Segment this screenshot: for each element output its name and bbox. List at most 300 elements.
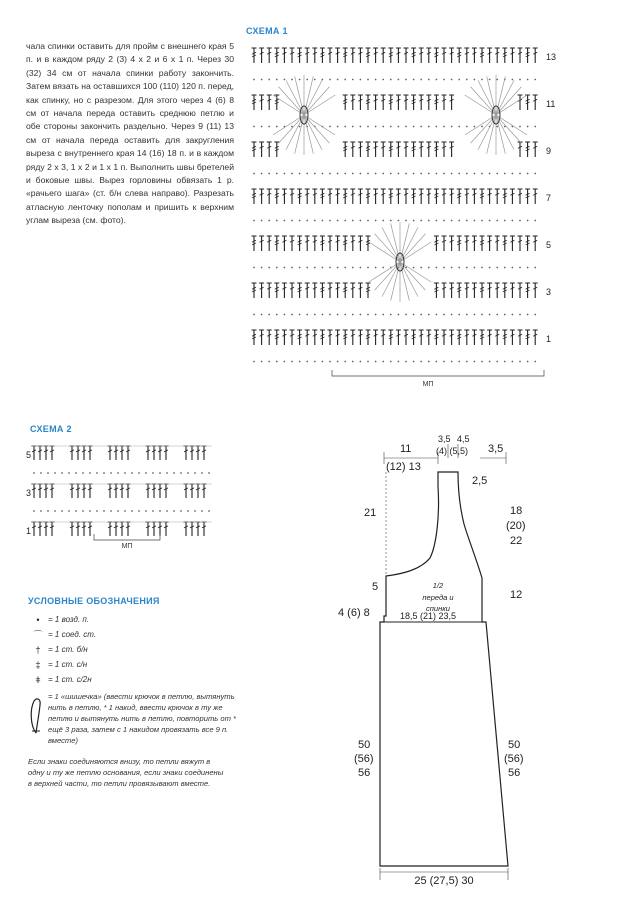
schema-1-row-number: 3	[546, 287, 552, 297]
stitch-symbol	[457, 283, 462, 298]
stitch-symbol	[396, 189, 401, 204]
chain-dot	[201, 510, 203, 512]
stitch-symbol	[510, 189, 515, 204]
stitch-symbol	[164, 522, 169, 536]
stitch-symbol	[305, 283, 310, 298]
stitch-symbol	[464, 330, 469, 345]
chain-dot	[519, 267, 521, 269]
schema-1-row-number: 13	[546, 52, 557, 62]
stitch-symbol	[50, 484, 55, 498]
chain-dot	[299, 79, 301, 81]
chain-dot	[61, 510, 63, 512]
stitch-symbol	[502, 48, 507, 63]
chain-dot	[390, 314, 392, 316]
stitch-symbol	[252, 236, 257, 251]
chain-dot	[436, 79, 438, 81]
stitch-symbol	[259, 189, 264, 204]
chain-dot	[173, 472, 175, 474]
chain-dot	[474, 220, 476, 222]
chain-dot	[329, 173, 331, 175]
stitch-symbol	[525, 189, 530, 204]
stitch-symbol	[426, 189, 431, 204]
chain-dot	[527, 361, 529, 363]
bobble-motif	[465, 75, 527, 155]
stitch-symbol	[267, 236, 272, 251]
chain-dot	[534, 220, 536, 222]
stitch-symbol	[472, 283, 477, 298]
stitch-symbol	[184, 522, 189, 536]
stitch-symbol	[184, 446, 189, 460]
legend-item-text: = 1 ст. с/2н	[48, 675, 92, 684]
stitch-symbol	[252, 95, 257, 110]
chain-dot	[276, 173, 278, 175]
top-width-label: 11	[400, 443, 412, 455]
stitch-symbol	[404, 330, 409, 345]
stitch-symbol	[388, 189, 393, 204]
legend-item-text: = 1 ст. с/н	[48, 660, 88, 669]
stitch-symbol	[82, 446, 87, 460]
chain-dot	[496, 79, 498, 81]
chain-dot	[413, 267, 415, 269]
chain-dot	[420, 79, 422, 81]
stitch-symbol	[164, 484, 169, 498]
chain-dot	[344, 361, 346, 363]
stitch-symbol	[252, 189, 257, 204]
stitch-symbol	[32, 484, 37, 498]
stitch-symbol	[350, 283, 355, 298]
stitch-symbol	[373, 142, 378, 157]
chain-dot	[382, 79, 384, 81]
height-18-label: 18	[510, 505, 523, 517]
chain-dot	[131, 472, 133, 474]
stitch-symbol	[267, 95, 272, 110]
stitch-symbol	[88, 484, 93, 498]
stitch-symbol	[350, 330, 355, 345]
stitch-symbol	[495, 236, 500, 251]
chain-dot	[194, 472, 196, 474]
stitch-symbol	[274, 330, 279, 345]
chain-dot	[337, 267, 339, 269]
stitch-symbol	[350, 236, 355, 251]
chain-dot	[352, 79, 354, 81]
stitch-symbol	[290, 236, 295, 251]
stitch-symbol	[274, 48, 279, 63]
chain-dot	[451, 173, 453, 175]
chain-dot	[180, 510, 182, 512]
chain-dot	[180, 472, 182, 474]
stitch-symbol	[464, 48, 469, 63]
chain-dot	[481, 126, 483, 128]
chain-dot	[496, 267, 498, 269]
piece-label-3: спинки	[426, 604, 450, 613]
stitch-symbol	[358, 142, 363, 157]
chain-dot	[436, 267, 438, 269]
stitch-symbol	[120, 522, 125, 536]
stitch-symbol	[464, 283, 469, 298]
schema-2-row-number: 3	[26, 488, 32, 498]
schema-2-row-number: 5	[26, 450, 32, 460]
chain-dot	[458, 267, 460, 269]
stitch-symbol	[196, 484, 201, 498]
stitch-symbol	[426, 330, 431, 345]
chain-dot	[474, 361, 476, 363]
stitch-symbol	[259, 95, 264, 110]
stitch-symbol	[358, 189, 363, 204]
chain-dot	[103, 472, 105, 474]
stitch-symbol	[442, 189, 447, 204]
chain-dot	[187, 510, 189, 512]
legend-title: УСЛОВНЫЕ ОБОЗНАЧЕНИЯ	[28, 596, 160, 606]
chain-dot	[329, 361, 331, 363]
stitch-symbol	[434, 236, 439, 251]
repeat-bracket	[332, 370, 544, 376]
schema-1-row-number: 7	[546, 193, 552, 203]
stitch-symbol	[126, 446, 131, 460]
stitch-symbol	[457, 48, 462, 63]
stitch-symbol	[252, 142, 257, 157]
chain-dot	[33, 472, 35, 474]
chain-dot	[291, 314, 293, 316]
chain-dot	[337, 126, 339, 128]
stitch-symbol	[282, 330, 287, 345]
legend-item-text: = 1 ст. б/н	[48, 645, 88, 654]
stitch-symbol	[252, 330, 257, 345]
chain-dot	[481, 79, 483, 81]
schema-1-title: СХЕМА 1	[246, 26, 288, 36]
stitch-symbol	[533, 283, 538, 298]
stitch-symbol	[373, 48, 378, 63]
stitch-symbol	[70, 522, 75, 536]
chain-dot	[131, 510, 133, 512]
schema-2-repeat-label: МП	[121, 543, 133, 550]
stitch-symbol	[343, 142, 348, 157]
stitch-symbol	[328, 236, 333, 251]
stitch-symbol	[480, 48, 485, 63]
chain-dot	[352, 173, 354, 175]
chain-dot	[420, 126, 422, 128]
stitch-symbol	[108, 484, 113, 498]
stitch-symbol	[305, 48, 310, 63]
chain-dot	[489, 173, 491, 175]
stitch-symbol	[426, 48, 431, 63]
chain-dot	[337, 361, 339, 363]
chain-dot	[443, 126, 445, 128]
stitch-symbol	[411, 189, 416, 204]
stitch-symbol	[259, 330, 264, 345]
stitch-symbol	[146, 522, 151, 536]
stitch-symbol	[252, 283, 257, 298]
length-right-label-1: 50	[508, 739, 521, 751]
chain-dot	[466, 361, 468, 363]
stitch-symbol	[518, 189, 523, 204]
stitch-symbol	[320, 189, 325, 204]
stitch-symbol	[449, 283, 454, 298]
chain-dot	[489, 361, 491, 363]
chain-dot	[276, 126, 278, 128]
chain-dot	[96, 472, 98, 474]
chain-dot	[382, 361, 384, 363]
chain-dot	[382, 173, 384, 175]
chain-dot	[166, 472, 168, 474]
chain-dot	[420, 173, 422, 175]
chain-dot	[436, 173, 438, 175]
stitch-symbol	[525, 283, 530, 298]
legend-item-chain	[28, 612, 243, 627]
chain-dot	[375, 361, 377, 363]
chain-dot	[504, 267, 506, 269]
chain-dot	[474, 173, 476, 175]
chain-dot	[504, 173, 506, 175]
chain-dot	[481, 173, 483, 175]
chain-dot	[527, 220, 529, 222]
stitch-symbol	[312, 236, 317, 251]
stitch-symbol	[274, 283, 279, 298]
stitch-symbol	[487, 330, 492, 345]
stitch-symbol	[343, 236, 348, 251]
chain-dot	[458, 79, 460, 81]
chain-dot	[329, 126, 331, 128]
stitch-symbol	[487, 189, 492, 204]
chain-dot	[152, 472, 154, 474]
chain-dot	[344, 126, 346, 128]
legend	[28, 596, 243, 789]
chain-dot	[268, 220, 270, 222]
chain-dot	[367, 220, 369, 222]
stitch-symbol	[533, 48, 538, 63]
chain-dot	[47, 472, 49, 474]
stitch-symbol	[282, 283, 287, 298]
stitch-symbol	[495, 283, 500, 298]
stitch-symbol	[108, 522, 113, 536]
top-width-sizes-label: (12) 13	[386, 461, 421, 473]
stitch-symbol	[442, 236, 447, 251]
chain-dot	[284, 173, 286, 175]
chain-dot	[47, 510, 49, 512]
chain-dot	[40, 510, 42, 512]
stitch-symbol	[88, 522, 93, 536]
chain-dot	[110, 472, 112, 474]
stitch-symbol	[525, 236, 530, 251]
chain-dot	[360, 361, 362, 363]
chain-dot	[519, 361, 521, 363]
stitch-symbol	[126, 522, 131, 536]
chain-dot	[360, 173, 362, 175]
stitch-symbol	[480, 283, 485, 298]
stitch-symbol	[158, 522, 163, 536]
chain-dot	[173, 510, 175, 512]
chain-dot	[284, 267, 286, 269]
schema-2-chart	[24, 438, 224, 550]
chain-dot	[360, 267, 362, 269]
chain-dot	[466, 79, 468, 81]
stitch-symbol	[70, 484, 75, 498]
stitch-symbol	[358, 95, 363, 110]
stitch-symbol	[381, 95, 386, 110]
chain-dot	[398, 361, 400, 363]
stitch-symbol	[449, 142, 454, 157]
stitch-symbol	[480, 236, 485, 251]
stitch-symbol	[328, 283, 333, 298]
chain-dot	[489, 220, 491, 222]
chain-dot	[329, 267, 331, 269]
chain-dot	[306, 79, 308, 81]
stitch-symbol	[76, 446, 81, 460]
schema-1-row-number: 11	[546, 99, 556, 109]
chain-dot	[68, 472, 70, 474]
chain-dot	[261, 126, 263, 128]
chain-dot	[208, 510, 210, 512]
chain-dot	[208, 472, 210, 474]
chain-dot	[496, 126, 498, 128]
chain-dot	[268, 314, 270, 316]
stitch-symbol	[366, 95, 371, 110]
chain-dot	[527, 79, 529, 81]
chain-dot	[420, 267, 422, 269]
stitch-symbol	[518, 48, 523, 63]
chain-dot	[458, 220, 460, 222]
chain-dot	[451, 361, 453, 363]
chain-dot	[54, 510, 56, 512]
stitch-symbol	[343, 189, 348, 204]
stitch-symbol	[373, 189, 378, 204]
chain-dot	[360, 220, 362, 222]
stitch-symbol	[396, 48, 401, 63]
chain-dot	[512, 267, 514, 269]
stitch-symbol	[44, 484, 49, 498]
stitch-symbol	[274, 189, 279, 204]
chain-dot	[420, 361, 422, 363]
stitch-symbol	[442, 142, 447, 157]
stitch-symbol	[510, 330, 515, 345]
chain-dot	[436, 220, 438, 222]
chain-dot	[504, 314, 506, 316]
stitch-symbol	[373, 95, 378, 110]
chain-dot	[466, 314, 468, 316]
stitch-symbol	[434, 330, 439, 345]
chain-dot	[68, 510, 70, 512]
chain-dot	[451, 79, 453, 81]
stitch-symbol	[472, 330, 477, 345]
chain-dot	[458, 173, 460, 175]
stitch-symbol	[518, 283, 523, 298]
chain-dot	[413, 126, 415, 128]
slip-stitch-icon: ⌒	[33, 630, 43, 640]
stitch-symbol	[320, 283, 325, 298]
chain-dot	[527, 126, 529, 128]
chain-dot	[253, 267, 255, 269]
chain-dot	[534, 267, 536, 269]
stitch-symbol	[502, 330, 507, 345]
chain-dot	[481, 361, 483, 363]
chain-stitch-icon: •	[36, 614, 40, 625]
height-22-label: 22	[510, 535, 523, 547]
chain-dot	[390, 173, 392, 175]
stitch-symbol	[442, 95, 447, 110]
stitch-symbol	[305, 330, 310, 345]
chain-dot	[398, 126, 400, 128]
stitch-symbol	[114, 484, 119, 498]
stitch-symbol	[487, 48, 492, 63]
chain-dot	[314, 267, 316, 269]
stitch-symbol	[335, 189, 340, 204]
stitch-symbol	[335, 330, 340, 345]
height-20-label: (20)	[506, 520, 526, 532]
stitch-symbol	[510, 236, 515, 251]
bobble-motif	[369, 222, 431, 302]
chain-dot	[496, 173, 498, 175]
chain-dot	[268, 361, 270, 363]
chain-dot	[306, 267, 308, 269]
stitch-symbol	[366, 142, 371, 157]
stitch-symbol	[343, 330, 348, 345]
bobble-description: = 1 «шишечка» (ввести крючок в петлю, вытянуть нить в петлю, * 1 накид, ввести крючок в ту же петлю и вытянуть нить в петлю, повторить от * ещё 3 раза, затем с 1 накидом провязать все 9 п. вместе)	[48, 692, 236, 745]
garment-pattern-diagram	[338, 428, 540, 890]
stitch-symbol	[442, 283, 447, 298]
mid-width-label: 18,5 (21) 23,5	[400, 611, 457, 621]
chain-dot	[496, 314, 498, 316]
stitch-symbol	[76, 522, 81, 536]
strap-label-e: 3,5	[488, 443, 504, 455]
bobble-icon	[28, 695, 44, 735]
stitch-symbol	[366, 330, 371, 345]
chain-dot	[322, 267, 324, 269]
chain-dot	[337, 79, 339, 81]
stitch-symbol	[312, 283, 317, 298]
chain-dot	[466, 267, 468, 269]
stitch-symbol	[366, 189, 371, 204]
stitch-symbol	[434, 95, 439, 110]
stitch-symbol	[44, 522, 49, 536]
legend-note: Если знаки соединяются внизу, то петли вяжут в одну и ту же петлю основания, если знаки соединены в верхней части, то петли провязывают вместе.	[28, 757, 224, 788]
chain-dot	[117, 510, 119, 512]
chain-dot	[261, 361, 263, 363]
stitch-symbol	[518, 142, 523, 157]
stitch-symbol	[82, 522, 87, 536]
stitch-symbol	[533, 95, 538, 110]
stitch-symbol	[426, 142, 431, 157]
chain-dot	[314, 173, 316, 175]
stitch-symbol	[297, 48, 302, 63]
chain-dot	[322, 314, 324, 316]
chain-dot	[519, 173, 521, 175]
stitch-symbol	[350, 189, 355, 204]
stitch-symbol	[38, 446, 43, 460]
chain-dot	[276, 79, 278, 81]
chain-dot	[428, 126, 430, 128]
stitch-symbol	[126, 484, 131, 498]
stitch-symbol	[335, 48, 340, 63]
stitch-symbol	[464, 236, 469, 251]
stitch-symbol	[146, 446, 151, 460]
chain-dot	[284, 314, 286, 316]
treble-crochet-icon: ǂ	[35, 674, 41, 685]
stitch-symbol	[434, 142, 439, 157]
chain-dot	[496, 220, 498, 222]
chain-dot	[405, 220, 407, 222]
stitch-symbol	[396, 142, 401, 157]
stitch-symbol	[282, 48, 287, 63]
chain-dot	[428, 173, 430, 175]
chain-dot	[504, 361, 506, 363]
chain-dot	[322, 361, 324, 363]
stitch-symbol	[472, 189, 477, 204]
chain-dot	[413, 220, 415, 222]
stitch-symbol	[502, 189, 507, 204]
chain-dot	[145, 510, 147, 512]
chain-dot	[344, 267, 346, 269]
chain-dot	[398, 314, 400, 316]
stitch-symbol	[411, 48, 416, 63]
